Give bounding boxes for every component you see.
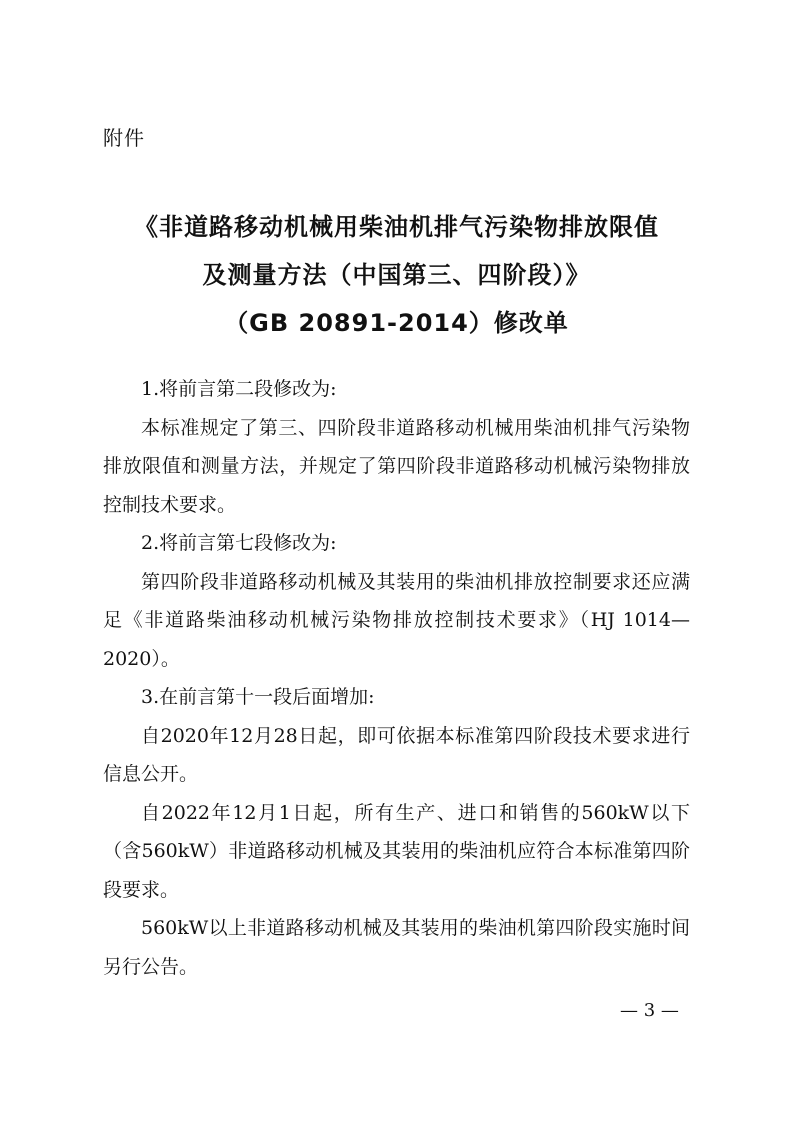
document-body	[103, 370, 690, 986]
attachment-label: 附件	[103, 126, 145, 150]
paragraph-item-2-content: 第四阶段非道路移动机械及其装用的柴油机排放控制要求还应满足《非道路柴油移动机械污染物排放控制技术要求》（HJ 1014—2020）。	[103, 570, 690, 670]
title-line-1: 《非道路移动机械用柴油机排气污染物排放限值	[134, 213, 659, 241]
title-line-3: （GB 20891-2014）修改单	[224, 309, 569, 337]
paragraph-item-1-heading: 1.将前言第二段修改为:	[141, 378, 337, 400]
document-title	[0, 203, 793, 347]
title-line-2: 及测量方法（中国第三、四阶段）》	[202, 261, 591, 289]
paragraph-item-3-content-b: 自2022年12月1日起，所有生产、进口和销售的560kW以下（含560kW）非道路移动机械及其装用的柴油机应符合本标准第四阶段要求。	[103, 801, 690, 901]
paragraph-item-3-content-a: 自2020年12月28日起，即可依据本标准第四阶段技术要求进行信息公开。	[103, 724, 690, 785]
page-number: — 3 —	[620, 1000, 679, 1021]
paragraph-item-3-heading: 3.在前言第十一段后面增加:	[141, 686, 375, 708]
paragraph-item-3-content-c: 560kW以上非道路移动机械及其装用的柴油机第四阶段实施时间另行公告。	[103, 917, 690, 978]
paragraph-item-1-content: 本标准规定了第三、四阶段非道路移动机械用柴油机排气污染物排放限值和测量方法，并规定了第四阶段非道路移动机械污染物排放控制技术要求。	[103, 416, 690, 516]
paragraph-item-2-heading: 2.将前言第七段修改为:	[141, 532, 337, 554]
